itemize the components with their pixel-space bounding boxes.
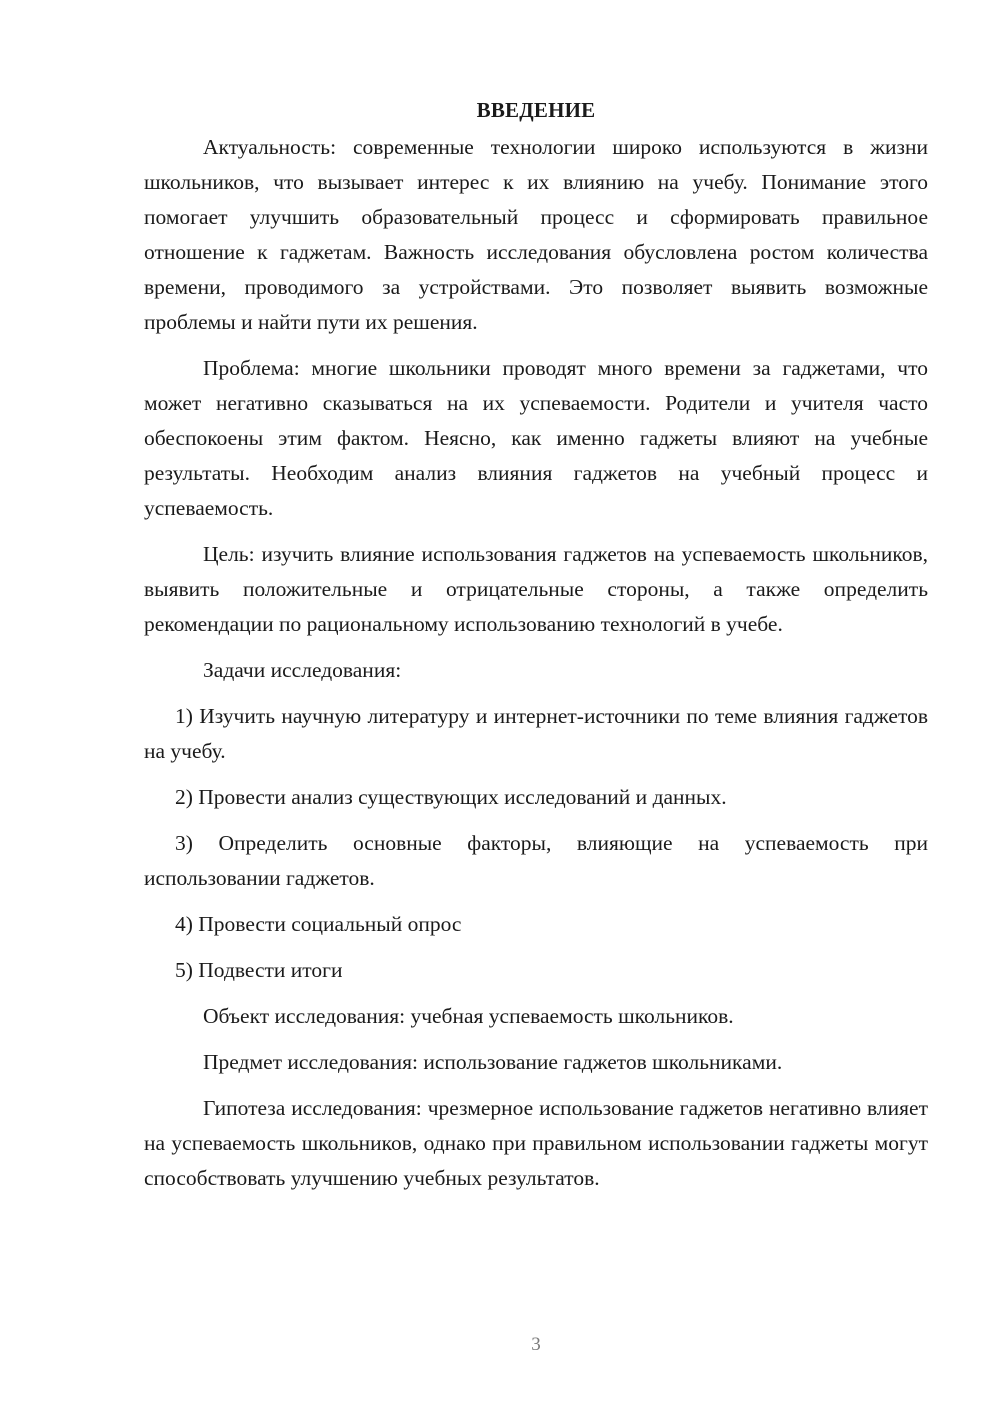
document-page bbox=[144, 90, 928, 1196]
task-item-2: 2) Провести анализ существующих исследований и данных. bbox=[175, 785, 727, 809]
task-item-4: 4) Провести социальный опрос bbox=[175, 912, 462, 936]
tasks-heading: Задачи исследования: bbox=[203, 658, 402, 682]
research-object-paragraph: Объект исследования: учебная успеваемость школьников. bbox=[203, 1004, 734, 1028]
section-heading: ВВЕДЕНИЕ bbox=[476, 98, 596, 122]
relevance-paragraph: Актуальность: современные технологии широко используются в жизни школьников, что вызывает интерес к их влиянию на учебу. Понимание этого помогает улучшить образовательный процесс и сформировать правильное отношение к гаджетам. Важность исследования обусловлена ростом количества времени, проводимого за устройствами. Это позволяет выявить возможные проблемы и найти пути их решения. bbox=[144, 135, 928, 334]
task-item-3: 3) Определить основные факторы, влияющие на успеваемость при использовании гаджетов. bbox=[144, 831, 928, 890]
task-item-5: 5) Подвести итоги bbox=[175, 958, 343, 982]
goal-paragraph: Цель: изучить влияние использования гаджетов на успеваемость школьников, выявить положительные и отрицательные стороны, а также определить рекомендации по рациональному использованию технологий в учебе. bbox=[144, 542, 928, 636]
problem-paragraph: Проблема: многие школьники проводят много времени за гаджетами, что может негативно сказываться на их успеваемости. Родители и учителя часто обеспокоены этим фактом. Неясно, как именно гаджеты влияют на учебные результаты. Необходим анализ влияния гаджетов на учебный процесс и успеваемость. bbox=[144, 356, 928, 520]
task-item-1: 1) Изучить научную литературу и интернет-источники по теме влияния гаджетов на учебу. bbox=[144, 704, 928, 763]
research-subject-paragraph: Предмет исследования: использование гаджетов школьниками. bbox=[203, 1050, 783, 1074]
hypothesis-paragraph: Гипотеза исследования: чрезмерное использование гаджетов негативно влияет на успеваемость школьников, однако при правильном использовании гаджеты могут способствовать улучшению учебных результатов. bbox=[144, 1096, 928, 1190]
page-number: 3 bbox=[531, 1334, 541, 1355]
